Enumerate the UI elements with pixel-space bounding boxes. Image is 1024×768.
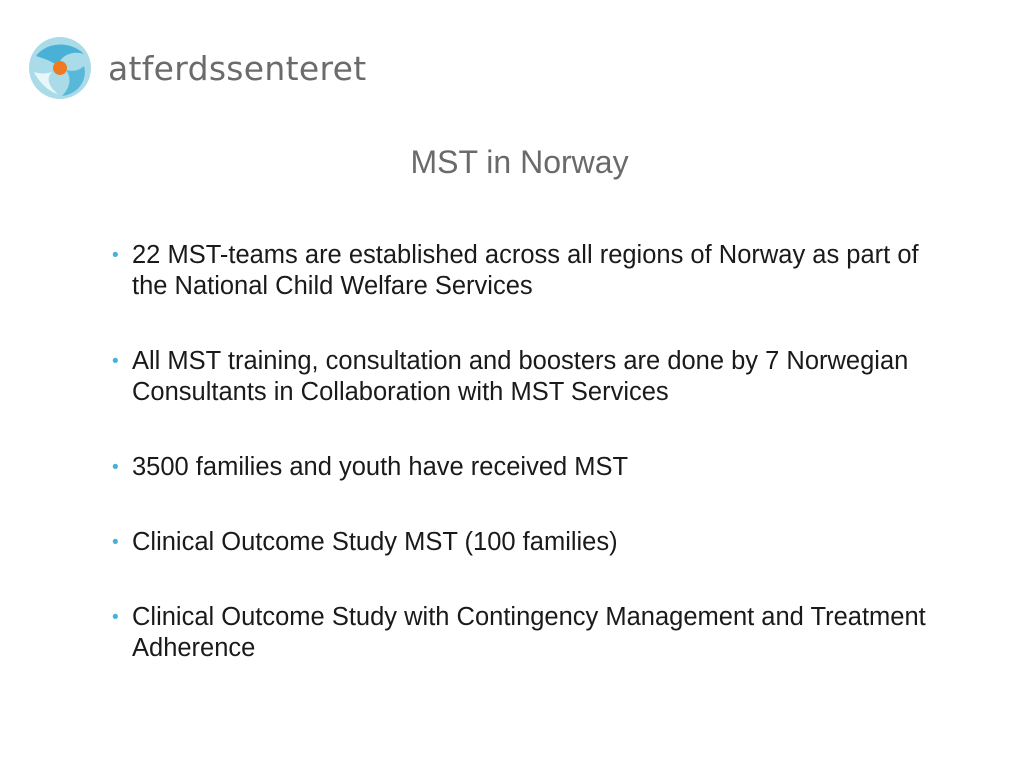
brand-logo	[28, 36, 366, 100]
bullet-list	[112, 240, 952, 708]
slide-title: MST in Norway	[410, 144, 629, 180]
bullet-dot-icon: •	[112, 457, 119, 478]
bullet-dot-icon: •	[112, 245, 119, 266]
bullet-text: Clinical Outcome Study with Contingency Management and Treatment Adherence	[132, 603, 926, 662]
bullet-dot-icon: •	[112, 351, 119, 372]
bullet-item	[112, 527, 952, 558]
bullet-dot-icon: •	[112, 607, 119, 628]
bullet-dot-icon: •	[112, 532, 119, 553]
brand-name: atferdssenteret	[108, 48, 367, 88]
bullet-item	[112, 346, 952, 408]
bullet-item	[112, 240, 952, 302]
bullet-text: All MST training, consultation and boosters are done by 7 Norwegian Consultants in Collaboration with MST Services	[132, 347, 909, 406]
bullet-text: Clinical Outcome Study MST (100 families)	[132, 528, 618, 556]
bullet-item	[112, 452, 952, 483]
bullet-text: 3500 families and youth have received MST	[132, 453, 629, 481]
atferdssenteret-logo-icon	[28, 36, 92, 100]
bullet-text: 22 MST-teams are established across all regions of Norway as part of the National Child Welfare Services	[132, 241, 919, 300]
bullet-item	[112, 602, 952, 664]
